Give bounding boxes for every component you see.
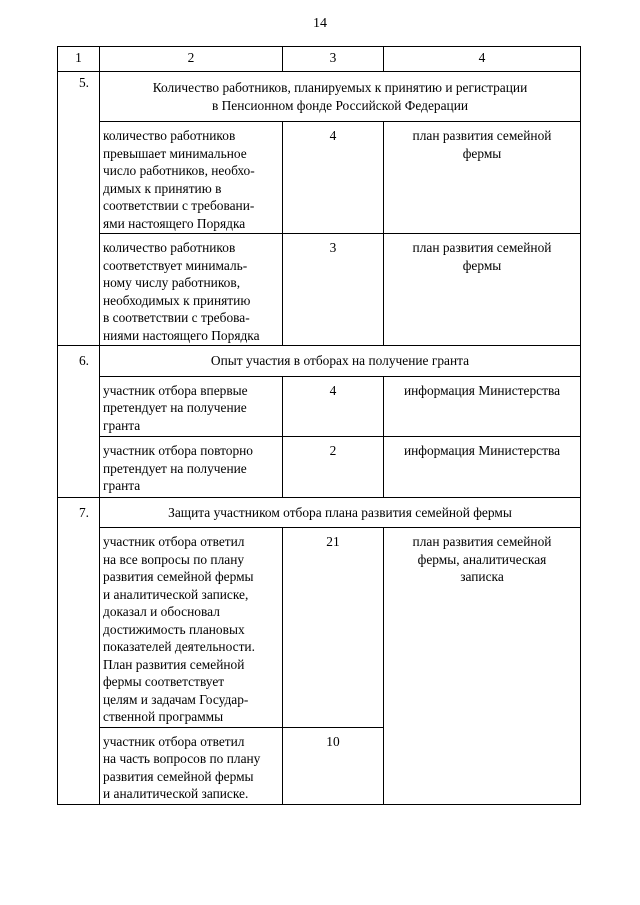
source-line: фермы xyxy=(462,257,502,273)
criterion-cell xyxy=(100,376,283,437)
criterion-line: число работников, необхо- xyxy=(103,163,255,178)
section-number: 7. xyxy=(58,497,100,804)
criterion-line: участник отбора повторно xyxy=(103,443,253,458)
column-header: 3 xyxy=(283,47,384,72)
source-cell xyxy=(384,234,581,346)
section-number: 5. xyxy=(58,72,100,346)
table-row xyxy=(58,122,581,234)
score-cell: 3 xyxy=(283,234,384,346)
source-line: план развития семейной xyxy=(412,128,552,143)
source-cell xyxy=(384,437,581,498)
section-header-row xyxy=(58,72,581,122)
criterion-line: в соответствии с требова- xyxy=(103,310,250,325)
section-title-line: Количество работников, планируемых к принятию и регистрации xyxy=(152,80,528,95)
source-cell xyxy=(384,528,581,805)
section-number: 6. xyxy=(58,346,100,498)
source-line: план развития семейной xyxy=(412,534,552,549)
criterion-line: участник отбора ответил xyxy=(103,534,245,549)
criterion-line: гранта xyxy=(103,478,141,493)
criterion-line: достижимость плановых xyxy=(103,621,245,637)
criterion-line: доказал и обосновал xyxy=(103,604,220,619)
section-header-row xyxy=(58,346,581,377)
section-title-line: в Пенсионном фонде Российской Федерации xyxy=(211,97,469,113)
source-line: записка xyxy=(460,569,504,584)
criterion-line: участник отбора ответил xyxy=(103,733,245,749)
table-row xyxy=(58,376,581,437)
score-cell: 10 xyxy=(283,727,384,804)
column-header: 2 xyxy=(100,47,283,72)
criterion-line: целям и задачам Государ- xyxy=(103,691,249,707)
table-header-row xyxy=(58,47,581,72)
criterion-line: ному числу работников, xyxy=(103,275,241,290)
section-title xyxy=(100,497,581,528)
criterion-line: необходимых к принятию xyxy=(103,292,251,308)
criterion-line: ями настоящего Порядка xyxy=(103,215,246,231)
criterion-line: и аналитической записке. xyxy=(103,786,249,801)
criterion-line: фермы соответствует xyxy=(103,674,225,689)
criterion-line: гранта xyxy=(103,417,141,433)
score-cell: 4 xyxy=(283,376,384,437)
criterion-cell xyxy=(100,528,283,728)
criterion-line: и аналитической записке, xyxy=(103,586,249,602)
criterion-line: количество работников xyxy=(103,240,236,255)
source-line: информация Министерства xyxy=(403,443,561,458)
source-cell xyxy=(384,376,581,437)
table-row xyxy=(58,234,581,346)
criterion-line: участник отбора впервые xyxy=(103,382,248,398)
source-line: фермы xyxy=(462,145,502,161)
criterion-line: развития семейной фермы xyxy=(103,569,254,584)
section-title-line: Защита участником отбора плана развития семейной фермы xyxy=(168,504,512,520)
criterion-line: соответствует минималь- xyxy=(103,257,248,273)
criterion-line: димых к принятию в xyxy=(103,180,222,196)
column-header: 4 xyxy=(384,47,581,72)
criterion-line: на часть вопросов по плану xyxy=(103,751,261,766)
criterion-line: претендует на получение xyxy=(103,460,247,476)
criterion-line: План развития семейной xyxy=(103,656,245,672)
criterion-line: на все вопросы по плану xyxy=(103,551,245,567)
section-title xyxy=(100,72,581,122)
column-header: 1 xyxy=(58,47,100,72)
criterion-line: превышает минимальное xyxy=(103,145,247,161)
score-cell: 21 xyxy=(283,528,384,728)
section-header-row xyxy=(58,497,581,528)
table-row xyxy=(58,528,581,728)
criterion-line: ниями настоящего Порядка xyxy=(103,327,260,343)
source-cell xyxy=(384,122,581,234)
criterion-cell xyxy=(100,437,283,498)
criterion-cell xyxy=(100,122,283,234)
score-cell: 2 xyxy=(283,437,384,498)
criterion-line: развития семейной фермы xyxy=(103,768,254,784)
source-line: план развития семейной xyxy=(412,240,552,255)
section-title-line: Опыт участия в отборах на получение гранта xyxy=(210,353,470,368)
criterion-cell xyxy=(100,727,283,804)
criterion-line: количество работников xyxy=(103,128,236,143)
criterion-line: ственной программы xyxy=(103,709,224,724)
criteria-table xyxy=(57,46,581,805)
criterion-line: претендует на получение xyxy=(103,400,247,415)
page-number: 14 xyxy=(313,16,327,31)
source-line: фермы, аналитическая xyxy=(417,551,547,567)
table-row xyxy=(58,437,581,498)
criterion-cell xyxy=(100,234,283,346)
criterion-line: соответствии с требовани- xyxy=(103,198,255,213)
source-line: информация Министерства xyxy=(403,382,561,398)
criterion-line: показателей деятельности. xyxy=(103,639,255,654)
section-title xyxy=(100,346,581,377)
score-cell: 4 xyxy=(283,122,384,234)
